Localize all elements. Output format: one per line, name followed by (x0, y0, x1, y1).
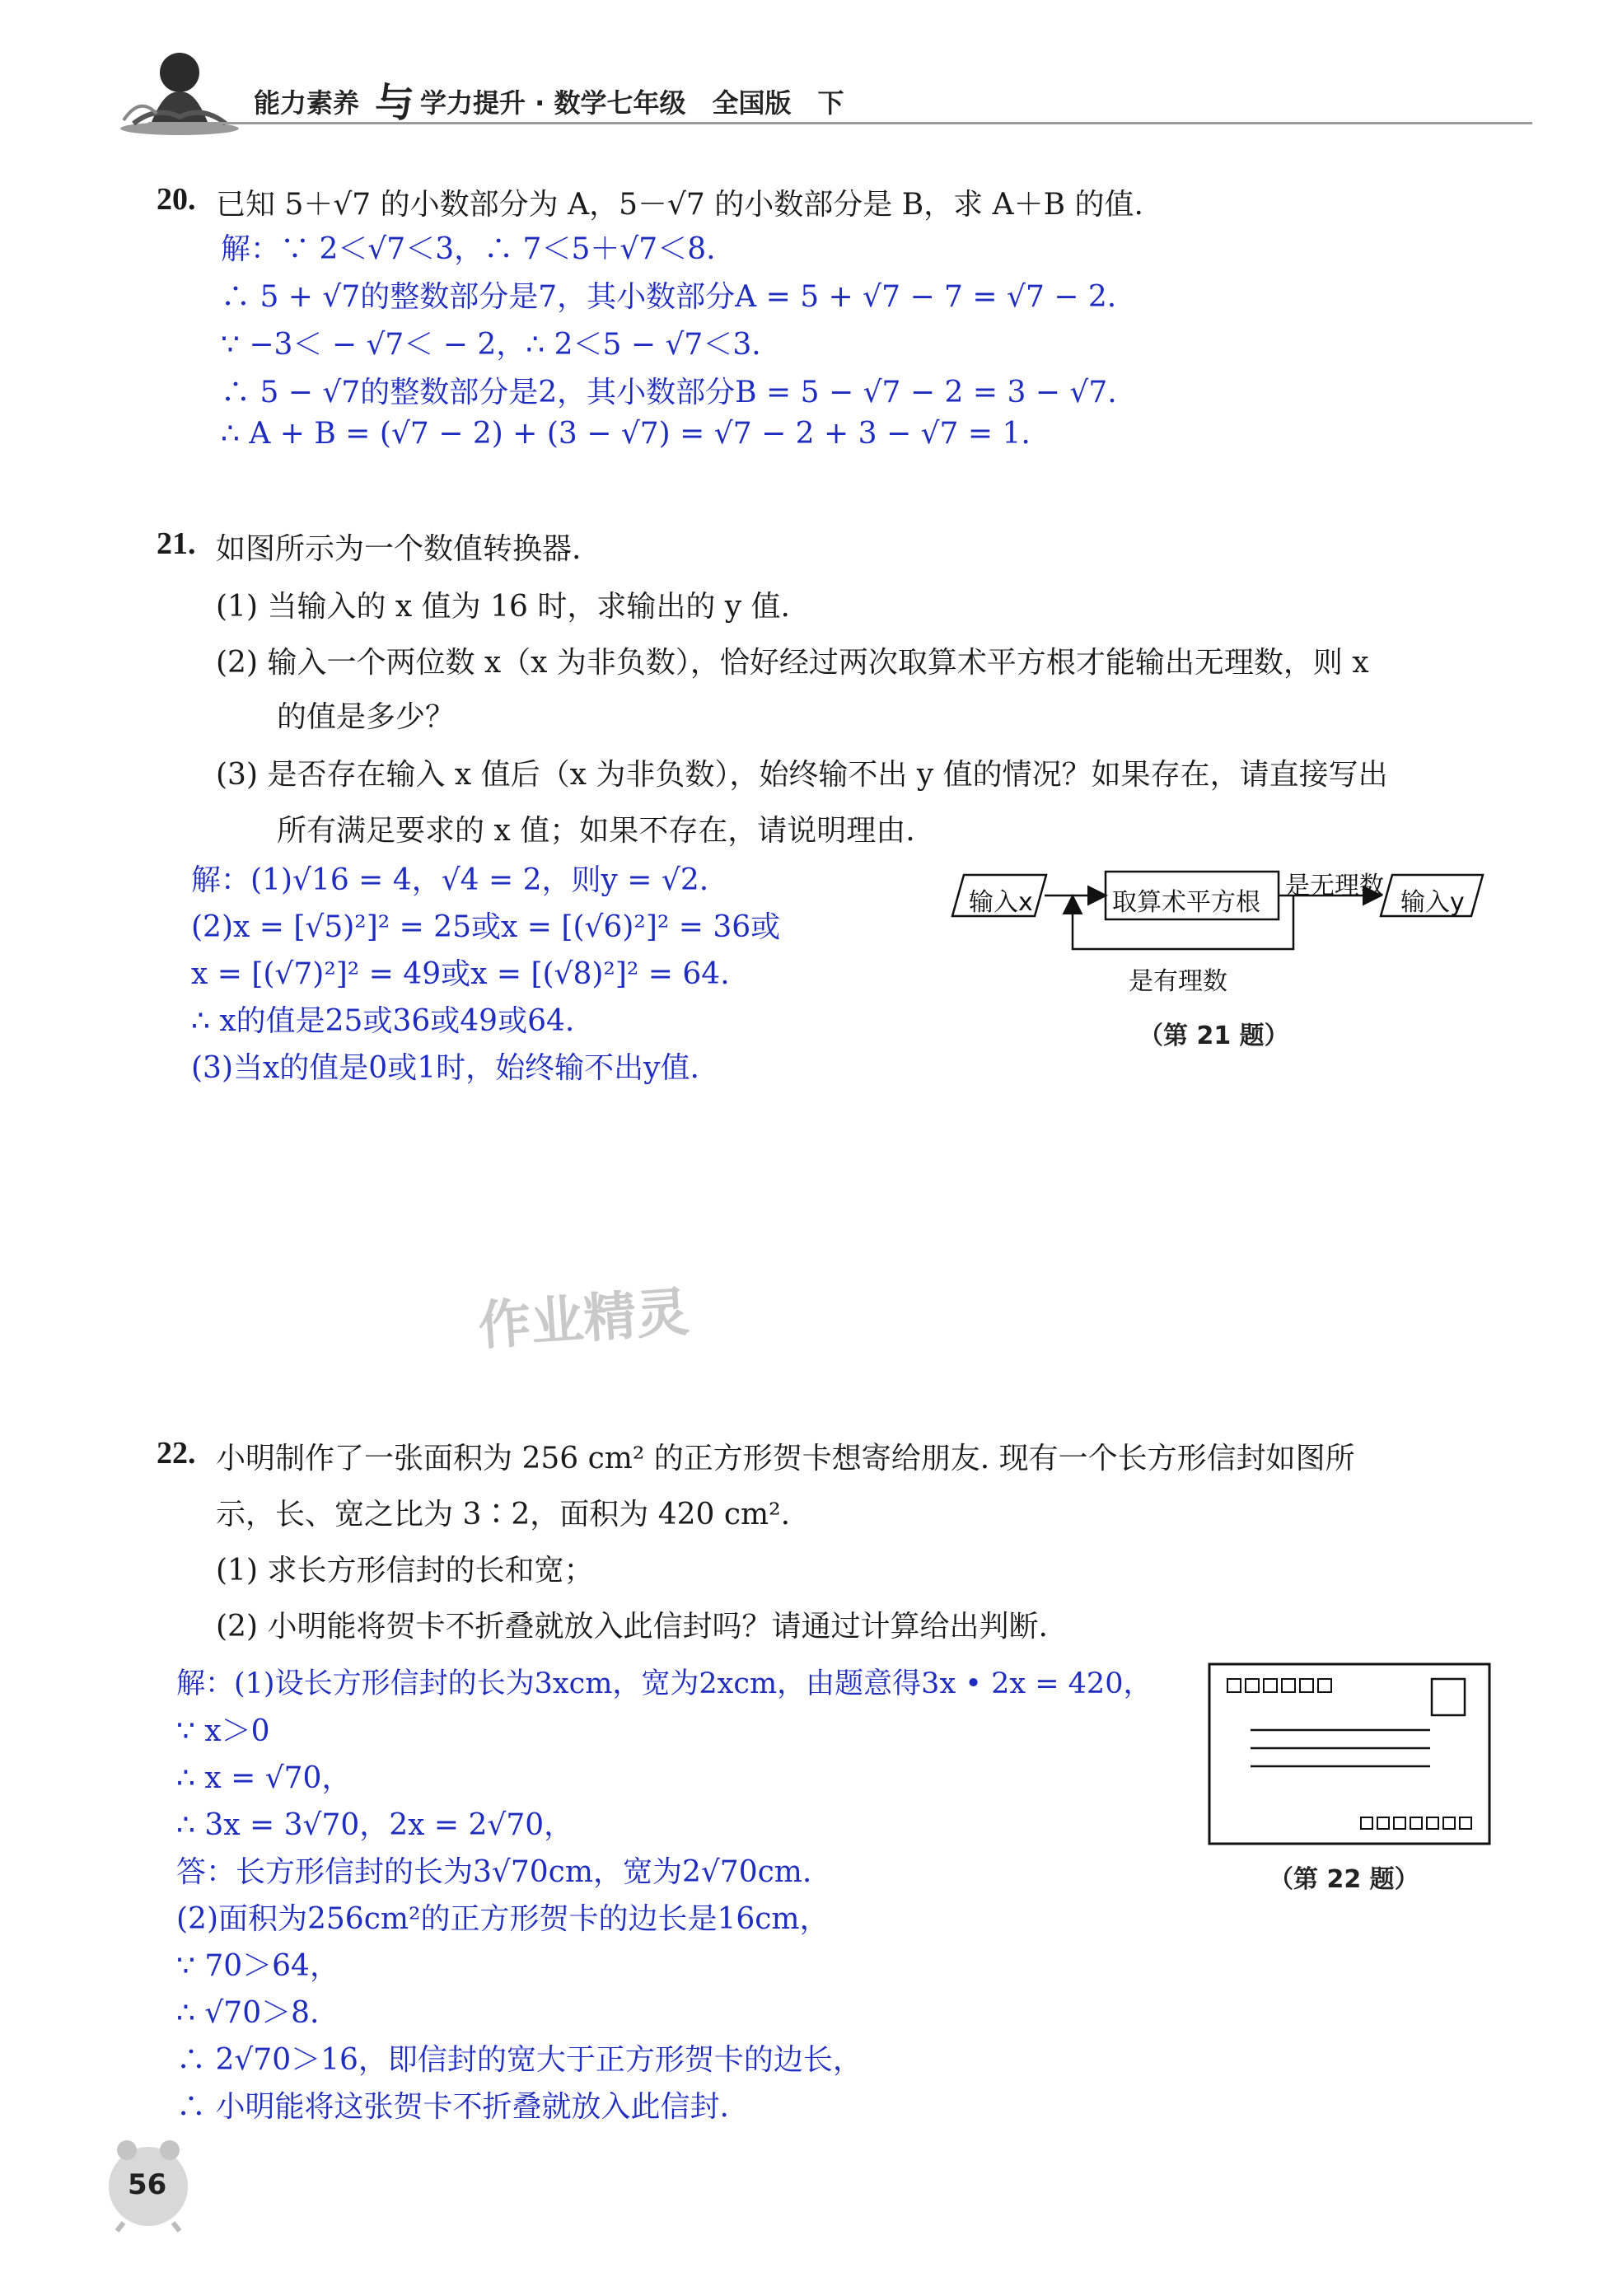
header-rule (148, 122, 1532, 124)
page-number: 56 (128, 2168, 167, 2201)
question-part: (2) 输入一个两位数 x（x 为非负数），恰好经过两次取算术平方根才能输出无理数，则 x (216, 646, 1369, 680)
process-sqrt-label: 取算术平方根 (1112, 888, 1260, 917)
question-text: 已知 5＋√7 的小数部分为 A，5－√7 的小数部分是 B，求 A＋B 的值. (216, 188, 1143, 222)
answer-line: ∴ x的值是25或36或49或64. (191, 1004, 575, 1038)
watermark: 作业精灵 (476, 1282, 691, 1358)
answer-line: ∵ −3＜ − √7＜ − 2，∴ 2＜5 − √7＜3. (221, 328, 761, 362)
output-y-label: 输入y (1400, 888, 1465, 917)
question-number: 21. (157, 526, 196, 561)
answer-line: 解：∵ 2＜√7＜3，∴ 7＜5＋√7＜8. (221, 232, 716, 266)
answer-line: ∵ x＞0 (176, 1714, 270, 1748)
answer-line: x = [(√7)²]² = 49或x = [(√8)²]² = 64. (191, 957, 730, 991)
header-title-left: 能力素养 (254, 87, 360, 119)
reader-logo-icon (115, 48, 255, 138)
answer-line: ∴ 5 + √7的整数部分是7，其小数部分A = 5 + √7 − 7 = √7 − 2. (221, 280, 1117, 314)
answer-line: (2)面积为256cm²的正方形贺卡的边长是16cm， (176, 1902, 830, 1936)
question-text: 如图所示为一个数值转换器. (216, 532, 582, 566)
question-part: (1) 当输入的 x 值为 16 时，求输出的 y 值. (216, 590, 790, 624)
answer-line: ∵ 70＞64， (176, 1949, 339, 1983)
question-number: 22. (157, 1436, 196, 1471)
envelope-figure (1208, 1662, 1491, 1845)
answer-line: ∴ 3x = 3√70，2x = 2√70， (176, 1808, 574, 1842)
answer-line: 解：(1)√16 = 4，√4 = 2，则y = √2. (191, 863, 709, 897)
answer-line: ∴ 5 − √7的整数部分是2，其小数部分B = 5 − √7 − 2 = 3 − √7. (221, 376, 1117, 409)
input-x-label: 输入x (969, 888, 1033, 917)
question-part: (2) 小明能将贺卡不折叠就放入此信封吗？请通过计算给出判断. (216, 1610, 1048, 1644)
question-part: (3) 是否存在输入 x 值后（x 为非负数），始终输不出 y 值的情况？如果存在，请直接写出 (216, 758, 1388, 792)
question-text: 小明制作了一张面积为 256 cm² 的正方形贺卡想寄给朋友. 现有一个长方形信封如图所 (216, 1442, 1355, 1475)
header-title-right: 学力提升 · 数学七年级 全国版 下 (420, 87, 844, 119)
question-part: 所有满足要求的 x 值；如果不存在，请说明理由. (277, 814, 915, 848)
answer-line: (2)x = [√5)²]² = 25或x = [(√6)²]² = 36或 (191, 910, 781, 944)
answer-line: ∴ 小明能将这张贺卡不折叠就放入此信封. (176, 2090, 729, 2124)
answer-line: (3)当x的值是0或1时，始终输不出y值. (191, 1051, 699, 1085)
header-title-connector: 与 (375, 80, 415, 126)
answer-line: ∴ √70＞8. (176, 1996, 320, 2030)
figure-caption: （第 21 题） (1138, 1022, 1289, 1050)
rational-branch-label: 是有理数 (1129, 967, 1227, 996)
answer-line: 答：长方形信封的长为3√70cm，宽为2√70cm. (176, 1855, 812, 1889)
answer-line: ∴ x = √70， (176, 1761, 352, 1795)
irrational-branch-label: 是无理数 (1285, 872, 1384, 900)
answer-line: 解：(1)设长方形信封的长为3xcm，宽为2xcm，由题意得3x • 2x = 420， (176, 1667, 1152, 1700)
question-part: (1) 求长方形信封的长和宽； (216, 1554, 594, 1588)
answer-line: ∴ 2√70＞16，即信封的宽大于正方形贺卡的边长， (176, 2043, 863, 2077)
answer-line: ∴ A + B = (√7 − 2) + (3 − √7) = √7 − 2 + 3 − √7 = 1. (221, 417, 1031, 451)
question-text: 示，长、宽之比为 3∶2，面积为 420 cm². (216, 1498, 791, 1531)
figure-caption: （第 22 题） (1269, 1865, 1419, 1894)
question-number: 20. (157, 182, 196, 217)
question-part: 的值是多少？ (277, 700, 456, 734)
